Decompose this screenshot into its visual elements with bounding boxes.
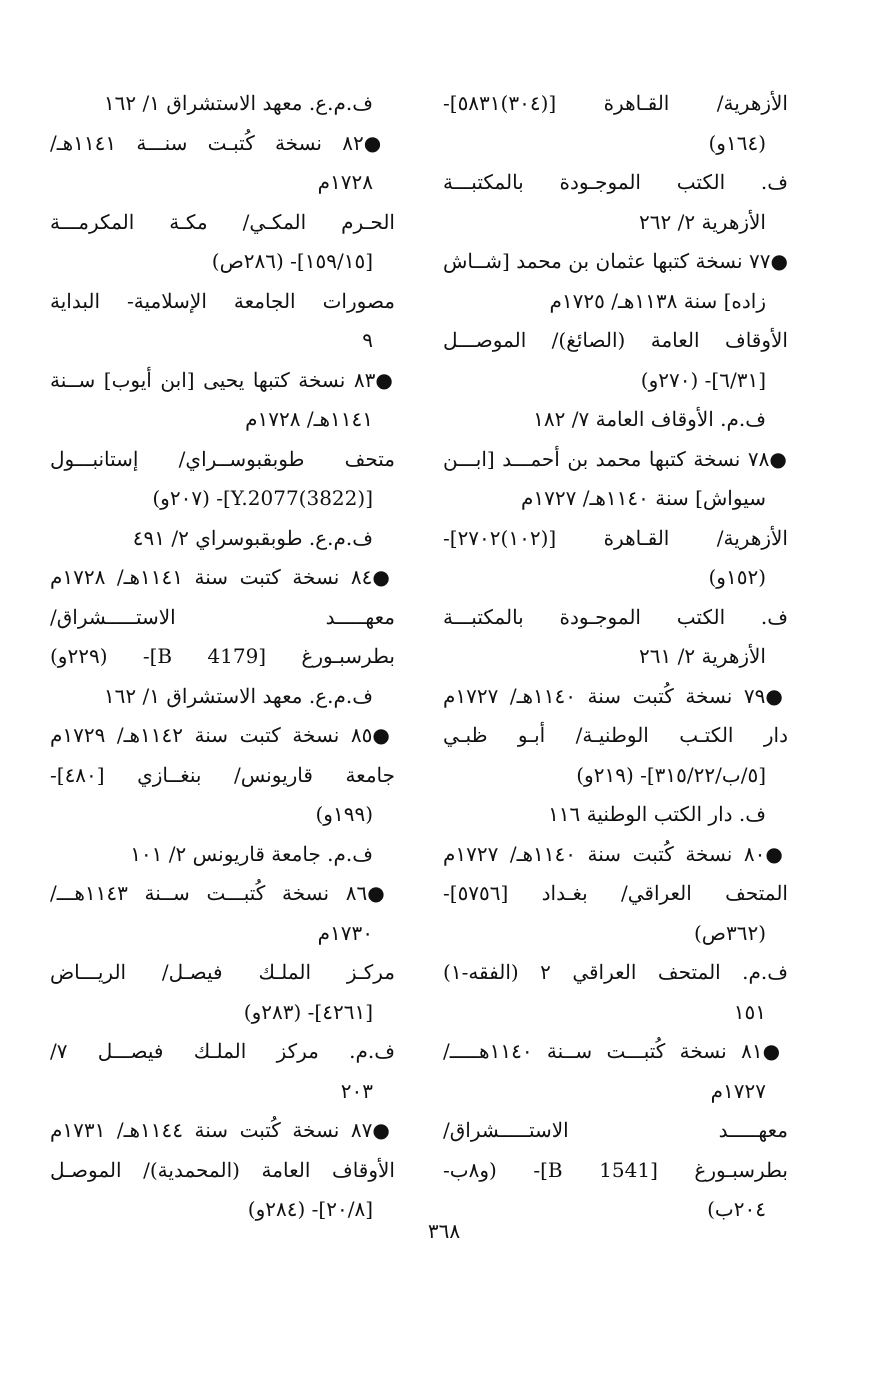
text-line: الأزهرية/ القـاهرة [(٣٠٤)٥٨٣١]- [443, 91, 788, 115]
text-line: الأوقاف العامة (الصائغ)/ الموصـــل [443, 328, 788, 352]
entry-heading: ●٨٦ نسخة كُتبـــت ســنة ١١٤٣هـــ/ [50, 881, 396, 905]
text-line: ١٧٣٠م [317, 920, 373, 945]
text-line: [٢٠/٨]- (٢٨٤و) [247, 1197, 373, 1221]
text-line: متحف طوبقبوســراي/ إستانبـــول [50, 446, 395, 471]
text-line: (١٥٢و) [708, 565, 766, 589]
text-line: [٦/٣١]- (٢٧٠و) [640, 367, 766, 392]
text-line: (١٦٤و) [708, 130, 766, 155]
text-line: (١٩٩و) [315, 802, 373, 826]
right-column [443, 84, 788, 1230]
text-line: ف.م. مركز الملـك فيصـــل ٧/ [50, 1039, 395, 1063]
text-line: الحـرم المكـي/ مكـة المكرمـــة [50, 209, 395, 234]
text-line: ف.م. المتحف العراقي ٢ (الفقه-١) [443, 960, 788, 984]
text-line: ف. الكتب الموجـودة بالمكتبـــة [443, 170, 788, 194]
text-line: ف.م. الأوقاف العامة ٧/ ١٨٢ [533, 407, 766, 431]
text-line: بطرسبـورغ [B 4179]- (٢٢٩و) [50, 644, 395, 668]
text-line: ١٧٢٨م [317, 170, 373, 194]
text-line: ٢٠٤ب) [707, 1197, 766, 1221]
text-line: ف.م.ع. طوبقبوسراي ٢/ ٤٩١ [132, 525, 373, 550]
text-line: سيواش] سنة ١١٤٠هـ/ ١٧٢٧م [521, 486, 766, 510]
text-line: دار الكتـب الوطنيـة/ أبـو ظبـي [443, 723, 788, 747]
entry-heading: ●٨٤ نسخة كتبت سنة ١١٤١هـ/ ١٧٢٨م [50, 565, 395, 589]
text-line: ف.م.ع. معهد الاستشراق ١/ ١٦٢ [103, 91, 373, 115]
text-line: ٢٠٣ [340, 1078, 373, 1103]
text-line: معهـــــد الاستـــــشراق/ [443, 1118, 788, 1142]
entry-heading: ●٨٧ نسخة كُتبت سنة ١١٤٤هـ/ ١٧٣١م [50, 1118, 395, 1142]
text-line: [Y.2077(3822)]- (٢٠٧و) [152, 486, 373, 510]
left-column [50, 84, 395, 1230]
text-line: [٤٢٦١]- (٢٨٣و) [243, 999, 373, 1024]
text-line: الأزهرية ٢/ ٢٦٢ [639, 209, 766, 234]
entry-heading: ●٨٥ نسخة كتبت سنة ١١٤٢هـ/ ١٧٢٩م [50, 723, 395, 747]
text-line: جامعة قاريونس/ بنغــازي [٤٨٠]- [50, 762, 395, 787]
entry-heading: ●٧٨ نسخة كتبها محمد بن أحمـــد [ابـــن [443, 446, 788, 471]
text-line: ١١٤١هـ/ ١٧٢٨م [245, 407, 373, 431]
text-line: الأزهرية/ القـاهرة [(١٠٢)٢٧٠٢]- [443, 525, 788, 550]
text-line: ف.م. جامعة قاريونس ٢/ ١٠١ [130, 841, 373, 866]
text-line: ف.م.ع. معهد الاستشراق ١/ ١٦٢ [103, 683, 373, 708]
text-line: ف. الكتب الموجـودة بالمكتبـــة [443, 604, 788, 629]
text-line: مصورات الجامعة الإسلامية- البداية [50, 288, 395, 313]
text-line: المتحف العراقي/ بغـداد [٥٧٥٦]- [443, 881, 788, 905]
text-line: ١٥١ [733, 999, 766, 1024]
text-line: الأزهرية ٢/ ٢٦١ [639, 644, 766, 668]
entry-heading: ●٧٧ نسخة كتبها عثمان بن محمد [شــاش [443, 249, 788, 273]
text-line: ٩ [362, 328, 373, 352]
text-line: ف. دار الكتب الوطنية ١١٦ [548, 802, 766, 826]
entry-heading: ●٨٠ نسخة كُتبت سنة ١١٤٠هـ/ ١٧٢٧م [443, 841, 788, 866]
text-line: [١٥٩/١٥]- (٢٨٦ص) [211, 249, 373, 273]
text-line: مركـز الملـك فيصـل/ الريـــاض [50, 960, 395, 984]
text-line: معهـــــد الاستـــــشراق/ [50, 604, 395, 629]
text-line: الأوقاف العامة (المحمدية)/ الموصـل [50, 1157, 395, 1182]
text-line: ١٧٢٧م [710, 1078, 766, 1103]
text-line: بطرسبـورغ [B 1541]- (و٨ب- [443, 1157, 788, 1182]
text-line: [٥/ب/٣١٥/٢٢]- (٢١٩و) [576, 762, 766, 787]
text-line: (٣٦٢ص) [693, 920, 766, 945]
page-number: ٣٦٨ [427, 1219, 461, 1243]
text-line: زاده] سنة ١١٣٨هـ/ ١٧٢٥م [549, 288, 766, 313]
entry-heading: ●٨٣ نسخة كتبها يحيى [ابن أيوب] ســنة [50, 367, 395, 392]
entry-heading: ●٨٢ نسخة كُتبـت سنـــة ١١٤١هـ/ [50, 130, 396, 155]
entry-heading: ●٨١ نسخة كُتبـــت ســنة ١١٤٠هـــــ/ [443, 1039, 789, 1063]
entry-heading: ●٧٩ نسخة كُتبت سنة ١١٤٠هـ/ ١٧٢٧م [443, 683, 788, 708]
